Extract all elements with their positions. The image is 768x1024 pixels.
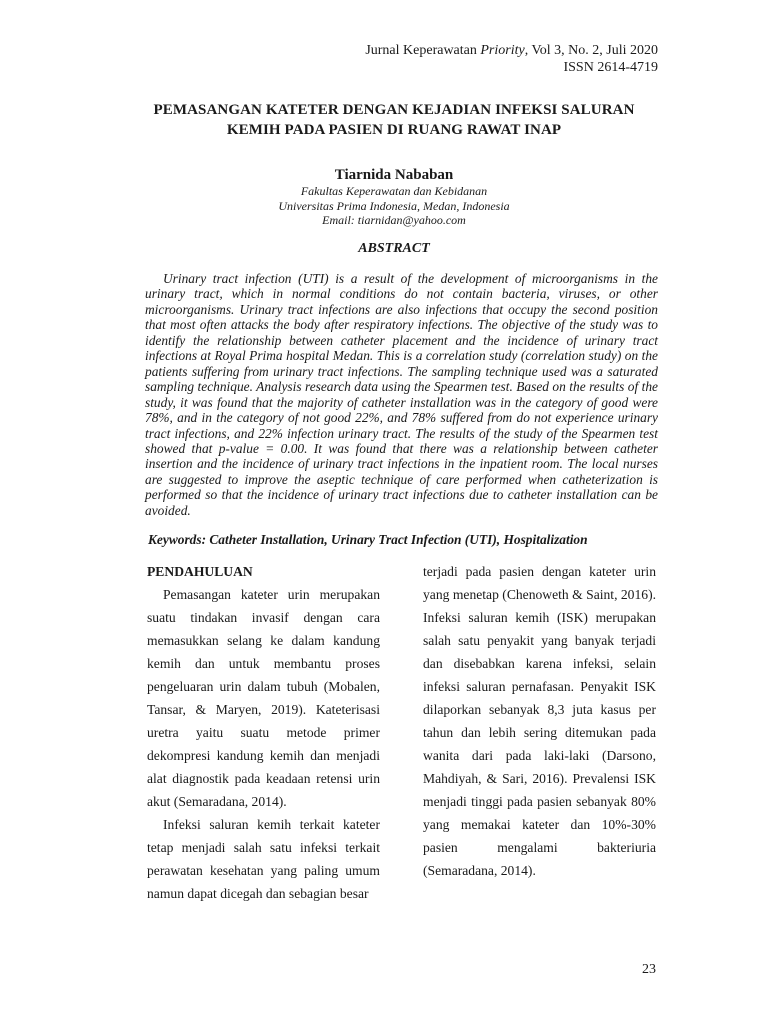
- author-affiliation: [100, 184, 688, 228]
- page-number: 23: [642, 962, 656, 977]
- journal-citation: [365, 42, 658, 59]
- journal-name: Jurnal Keperawatan: [365, 43, 481, 58]
- body-column-right: [423, 560, 656, 882]
- keywords: Keywords: Catheter Installation, Urinary Tract Infection (UTI), Hospitalization: [148, 532, 588, 547]
- title-line-1: PEMASANGAN KATETER DENGAN KEJADIAN INFEKSI SALURAN: [153, 102, 635, 118]
- body-column-left: [147, 560, 380, 905]
- affiliation-faculty: Fakultas Keperawatan dan Kebidanan: [300, 184, 488, 198]
- affiliation-university: Universitas Prima Indonesia, Medan, Indonesia: [278, 198, 510, 213]
- issn: ISSN 2614-4719: [563, 60, 658, 75]
- abstract-heading: ABSTRACT: [358, 241, 430, 256]
- title-line-2: KEMIH PADA PASIEN DI RUANG RAWAT INAP: [226, 122, 562, 138]
- section-heading: PENDAHULUAN: [147, 564, 253, 579]
- body-paragraph: Pemasangan kateter urin merupakan suatu tindakan invasif dengan cara memasukkan selang ke dalam kandung kemih dan untuk membantu proses pengeluaran urin dalam tubuh (Mobalen, Tansar, & Maryen, 2019). Kateterisasi uretra yaitu suatu metode primer dekompresi kandung kemih dan menjadi alat diagnostik pada keadaan retensi urin akut (Semaradana, 2014).: [147, 587, 380, 809]
- author-name: Tiarnida Nababan: [334, 167, 454, 183]
- running-header: [365, 42, 658, 76]
- author-email: Email: tiarnidan@yahoo.com: [322, 213, 466, 227]
- paper-title: [100, 100, 688, 140]
- abstract-text: Urinary tract infection (UTI) is a result of the development of microorganisms in the urinary tract, which in normal conditions do not contain bacteria, viruses, or other microorganisms. Urinary tract infections are also infections that occupy the second position that most often attacks the body after respiratory infections. The objective of the study was to identify the relationship between catheter placement and the incidence of urinary tract infections at Royal Prima hospital Medan. This is a correlation study (correlation study) on the patients suffering from urinary tract infections. The sampling technique used was a saturated sampling technique. Analysis research data using the Spearmen test. Based on the results of the study, it was found that the majority of catheter installation was in the category of good were 78%, and in the category of not good 22%, and 78% suffered from do not experience urinary tract infections, and 22% infection urinary tract. The results of the study of the Spearmen test showed that p-value = 0.00. It was found that there was a relationship between catheter insertion and the incidence of urinary tract infections in the inpatient room. The local nurses are suggested to improve the aseptic technique of care performed when catheterization is performed so that the incidence of urinary tract infections due to catheter installation can be avoided.: [145, 271, 658, 518]
- journal-name-italic: Priority: [480, 43, 525, 58]
- body-paragraph: terjadi pada pasien dengan kateter urin yang menetap (Chenoweth & Saint, 2016). Infeksi saluran kemih (ISK) merupakan salah satu penyakit yang banyak terjadi dan disebabkan karena infeksi, selain infeksi saluran pernafasan. Penyakit ISK dilaporkan sebanyak 8,3 juta kasus per tahun dan lebih sering ditemukan pada wanita dari pada laki-laki (Darsono, Mahdiyah, & Sari, 2016). Prevalensi ISK menjadi tinggi pada pasien sebanyak 80% yang memakai kateter dan 10%-30% pasien mengalami bakteriuria (Semaradana, 2014).: [423, 564, 656, 878]
- body-paragraph: Infeksi saluran kemih terkait kateter tetap menjadi salah satu infeksi terkait perawatan kesehatan yang paling umum namun dapat dicegah dan sebagian besar: [147, 817, 380, 901]
- journal-volume: , Vol 3, No. 2, Juli 2020: [524, 43, 658, 58]
